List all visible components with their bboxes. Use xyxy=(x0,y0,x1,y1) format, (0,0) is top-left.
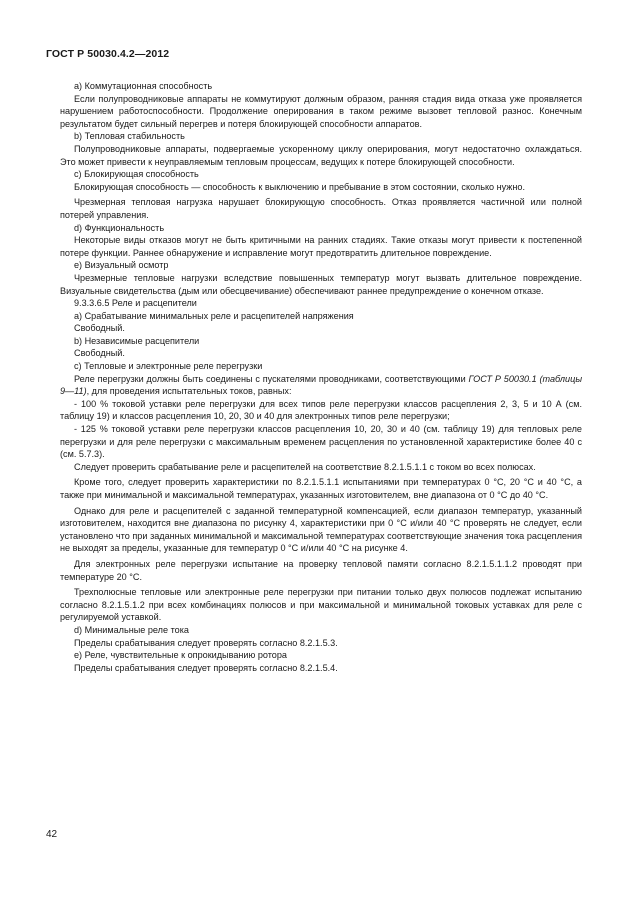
paragraph: Пределы срабатывания следует проверять согласно 8.2.1.5.3. xyxy=(74,637,338,648)
item-b-heading: b) Независимые расцепители xyxy=(74,335,200,346)
document-header: ГОСТ Р 50030.4.2—2012 xyxy=(46,48,170,60)
paragraph: Блокирующая способность — способность к выключению и пребывание в этом состоянии, сколько нужно. xyxy=(74,181,525,192)
paragraph: Трехполюсные тепловые или электронные реле перегрузки при питании только двух полюсов подлежат испытанию согласно 8.2.1.5.1.2 при всех комбинациях полюсов и при максимальной и минимальной токовых уставках для реле с регулируемой уставкой. xyxy=(60,587,582,623)
item-c-heading: c) Блокирующая способность xyxy=(74,169,199,180)
standard-reference: ГОСТ Р 50030.1 (таблицы 9—11) xyxy=(60,373,583,397)
paragraph: Для электронных реле перегрузки испытание на проверку тепловой памяти согласно 8.2.1.5.1.1.2 проводят при температуре 20 °С. xyxy=(60,558,582,582)
paragraph: Пределы срабатывания следует проверять согласно 8.2.1.5.4. xyxy=(74,662,338,673)
item-a-heading: a) Срабатывание минимальных реле и расцепителей напряжения xyxy=(74,310,354,321)
paragraph: Свободный. xyxy=(74,348,125,359)
item-a-heading: a) Коммутационная способность xyxy=(74,81,213,91)
text-run: Реле перегрузки должны быть соединены с пускателями проводниками, соответствующими xyxy=(74,373,466,384)
section-heading: 9.3.3.6.5 Реле и расцепители xyxy=(74,298,197,309)
paragraph: Следует проверить срабатывание реле и расцепителей на соответствие 8.2.1.5.1.1 с током во всех полюсах. xyxy=(74,461,536,472)
item-b-heading: b) Тепловая стабильность xyxy=(74,131,185,142)
item-e-heading: e) Визуальный осмотр xyxy=(74,260,169,271)
item-e-heading: e) Реле, чувствительные к опрокидыванию ротора xyxy=(74,650,287,661)
list-item: - 125 % токовой уставки реле перегрузки классов расцепления 10, 20, 30 и 40 (см. таблицу 19) для тепловых реле перегрузки и для реле перегрузки с максимальным временем расцепления по установленной характеристике более 40 с (см. 5.7.3). xyxy=(60,424,582,460)
item-d-heading: d) Минимальные реле тока xyxy=(74,624,189,635)
paragraph: Однако для реле и расцепителей с заданной температурной компенсацией, если диапазон температур, указанный изготовителем, находится вне диапазона по рисунку 4, характеристики при 0 °С и/или 40 °С проверять не следует, если установлено что при заданных минимальной и максимальной температурах соответствующие значения тока расцепления не выходят за пределы, указанные для температур 0 °С и/или 40 °С на рисунке 4. xyxy=(60,505,582,554)
page-number: 42 xyxy=(46,829,58,840)
text-run: , для проведения испытательных токов, равных: xyxy=(86,386,292,397)
paragraph: Кроме того, следует проверить характеристики по 8.2.1.5.1.1 испытаниями при температурах 0 °С, 20 °С и 40 °С, а также при минимальной и максимальной температурах, указанных изготовителем, вне диапазона от 0 °С до 40 °С. xyxy=(60,477,582,500)
item-d-heading: d) Функциональность xyxy=(74,222,165,233)
item-c-heading: c) Тепловые и электронные реле перегрузки xyxy=(74,361,263,372)
paragraph: Свободный. xyxy=(74,323,125,334)
paragraph: Если полупроводниковые аппараты не коммутируют должным образом, ранняя стадия вида отказа уже проявляется нарушением работоспособности. Продолжение оперирования в таком режиме вызовет тепловой разнос. Конечным результатом будет сильный перегрев и потеря блокирующей способности аппаратов. xyxy=(60,93,582,129)
paragraph: Полупроводниковые аппараты, подвергаемые ускоренному циклу оперирования, могут недостаточно охлаждаться. Это может привести к неуправляемым тепловым процессам, ведущих к потере блокирующей способности. xyxy=(60,143,582,167)
paragraph: Некоторые виды отказов могут не быть критичными на ранних стадиях. Такие отказы могут привести к постепенной потере функции. Раннее обнаружение и исправление могут предотвратить длительное повреждение. xyxy=(60,235,582,258)
document-body xyxy=(60,80,582,674)
list-item: - 100 % токовой уставки реле перегрузки для всех типов реле перегрузки классов расцепления 2, 3, 5 и 10 А (см. таблицу 19) и классов расцепления 10, 20, 30 и 40 для электронных типов реле перегрузки; xyxy=(60,398,582,422)
paragraph: Чрезмерная тепловая нагрузка нарушает блокирующую способность. Отказ проявляется частичной или полной потерей управления. xyxy=(60,197,582,220)
paragraph xyxy=(60,373,582,398)
paragraph: Чрезмерные тепловые нагрузки вследствие повышенных температур могут вызвать длительное повреждение. Визуальные свидетельства (дым или обесцвечивание) обеспечивают раннее предупреждение о конечном отказе. xyxy=(60,272,582,296)
